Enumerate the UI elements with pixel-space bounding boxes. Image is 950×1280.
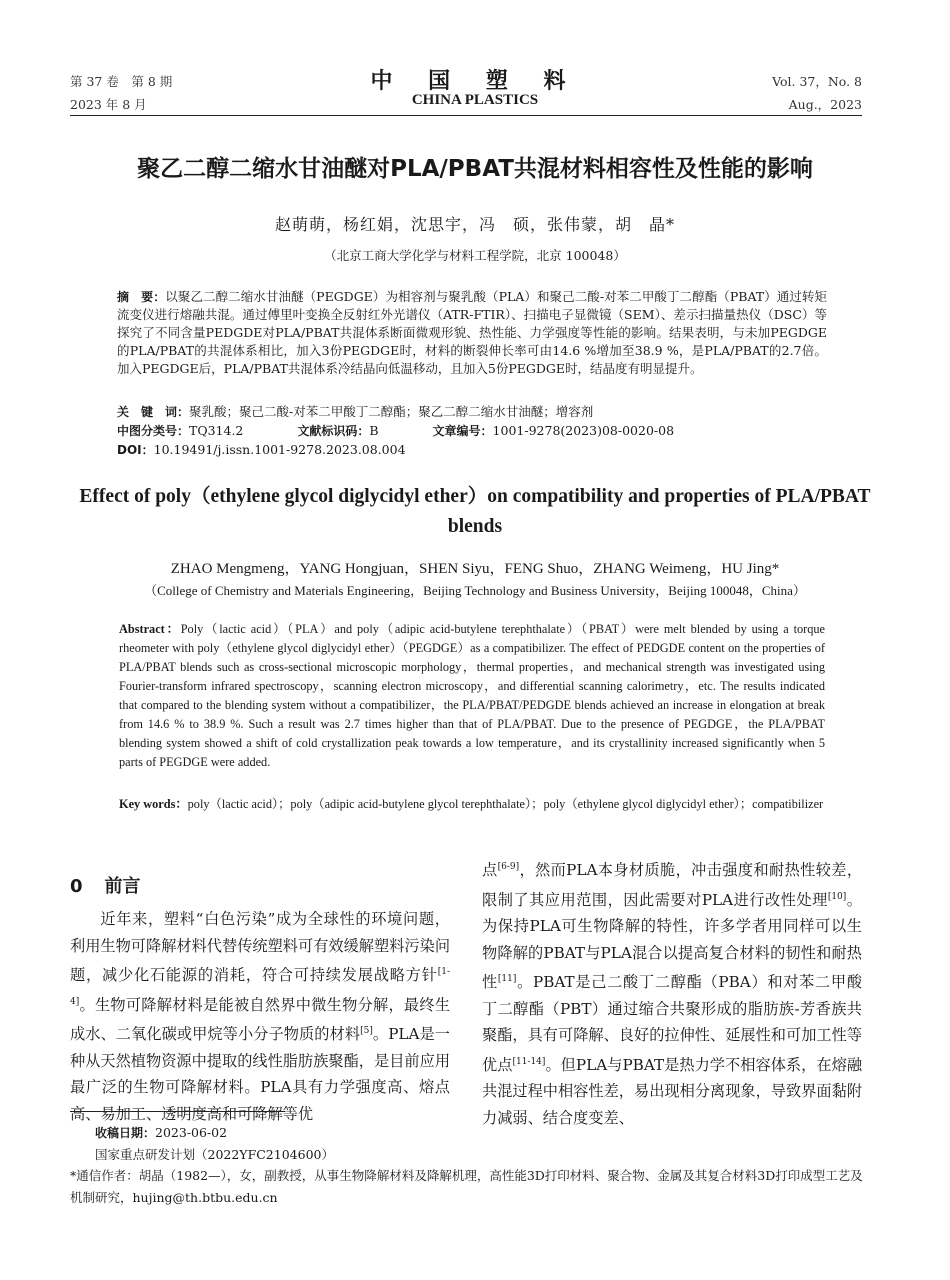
- classification-line: [117, 422, 827, 440]
- paragraph-intro: [70, 906, 450, 1127]
- citation-ref: [10]: [827, 891, 847, 902]
- paper-title-en: Effect of poly（ethylene glycol diglycidyl ether）on compatibility and properties of PLA/PBAT blends: [79, 486, 871, 537]
- citation-ref: [11-14]: [512, 1056, 546, 1067]
- doi-value: 10.19491/j.issn.1001-9278.2023.08.004: [153, 442, 406, 457]
- clc-value: TQ314.2: [189, 423, 244, 438]
- footnote-fund: 国家重点研发计划（2022YFC2104600）: [95, 1147, 334, 1162]
- footnote-received: [95, 1122, 865, 1144]
- keywords-en-label: Key words：: [119, 797, 188, 811]
- citation-ref: [5]: [360, 1026, 373, 1037]
- journal-title-en: CHINA PLASTICS: [411, 92, 539, 108]
- article-number-label: 文章编号：: [432, 424, 493, 438]
- intro-text-2: 。生物可降解材料是能被自然界中微生物分解，最终生成水、二氧化碳或甲烷等小分子物质的材料: [70, 995, 450, 1044]
- keywords-en-text: poly（lactic acid）；poly（adipic acid-butylene glycol terephthalate）；poly（ethylene glycol diglycidyl ether）；compatibilizer: [187, 797, 824, 811]
- footnote-corresponding: *通信作者：胡晶（1982—），女，副教授，从事生物降解材料及降解机理，高性能3D打印材料、聚合物、金属及其复合材料3D打印成型工艺及机制研究，hujing@th.btbu.edu.cn: [70, 1168, 863, 1205]
- received-label: 收稿日期：: [95, 1126, 156, 1140]
- affiliation-en: （College of Chemistry and Materials Engineering，Beijing Technology and Business University，Beijing 100048，China）: [144, 583, 806, 598]
- affiliation-cn: （北京工商大学化学与材料工程学院，北京 100048）: [324, 248, 626, 263]
- clc-label: 中图分类号：: [117, 424, 190, 438]
- article-number-value: 1001-9278(2023)08-0020-08: [492, 423, 675, 438]
- keywords-cn-text: 聚乳酸；聚己二酸-对苯二甲酸丁二醇酯；聚乙二醇二缩水甘油醚；增容剂: [189, 404, 594, 419]
- received-value: 2023-06-02: [155, 1125, 228, 1140]
- cont-text-a: 点: [482, 861, 498, 880]
- header-date-cn: 2023 年 8 月: [70, 97, 147, 112]
- footnote-rule: [70, 1111, 285, 1112]
- paragraph-continued: [482, 854, 862, 1131]
- header-rule: [70, 115, 862, 116]
- paper-title-cn: 聚乙二醇二缩水甘油醚对PLA/PBAT共混材料相容性及性能的影响: [137, 156, 813, 182]
- header-volume-en: Vol. 37，No. 8: [772, 74, 862, 89]
- cont-text-c: 。为保持PLA可生物降解的特性，许多学者用同样可以生物降解的PBAT与PLA混合以提高复合材料的韧性和耐热性: [482, 890, 862, 992]
- authors-en: ZHAO Mengmeng，YANG Hongjuan，SHEN Siyu，FENG Shuo，ZHANG Weimeng，HU Jing*: [170, 561, 780, 577]
- header-date-en: Aug.，2023: [788, 97, 862, 112]
- doc-code-label: 文献标识码：: [297, 424, 370, 438]
- abstract-cn: [117, 288, 827, 378]
- citation-ref: [11]: [497, 974, 517, 985]
- body-left-column: [70, 906, 450, 1127]
- header-volume-cn: 第 37 卷 第 8 期: [70, 74, 173, 89]
- abstract-en-text: Poly（lactic acid）（PLA）and poly（adipic acid-butylene terephthalate）（PBAT）were melt blended by using a torque rheometer with poly（ethylene glycol diglycidyl ether）（PEGDGE）as a compatibilizer. The effect of PEDGDE content on the properties of PLA/PBAT blends such as cross-sectional microscopic morphology，thermal properties，and mechanical strength was investigated using Fourier-transform infrared spectroscopy，scanning electron microscopy，and differential scanning calorimetry，etc. The results indicated that compared to the blending system without a compatibilizer，the PLA/PBAT/PEDGDE blends achieved an increase in elongation at break from 14.6 % to 38.9 %. Such a result was 2.7 times higher than that of PLA/PBAT. Due to the presence of PEGDGE，the PLA/PBAT blending system showed a shift of cold crystallization peak towards a low temperature，and its crystallinity increased significantly when 5 parts of PEGDGE were added.: [119, 622, 825, 769]
- abstract-en: [119, 620, 825, 772]
- citation-ref: [1-4]: [70, 967, 450, 1007]
- cont-text-e: 。但PLA与PBAT是热力学不相容体系，在熔融共混过程中相容性差，易出现相分离现象，导致界面黏附力减弱、结合度变差、: [482, 1055, 863, 1127]
- cont-text-b: ，然而PLA本身材质脆，冲击强度和耐热性较差，限制了其应用范围，因此需要对PLA进行改性处理: [482, 861, 863, 909]
- keywords-cn: [117, 403, 827, 421]
- intro-text-1: 近年来，塑料“白色污染”成为全球性的环境问题，利用生物可降解材料代替传统塑料可有效缓解塑料污染问题，减少化石能源的消耗，符合可持续发展战略方针: [70, 910, 450, 985]
- doi-label: DOI：: [117, 443, 154, 457]
- doc-code-value: B: [369, 423, 379, 438]
- body-right-column: [482, 854, 862, 1131]
- keywords-cn-label: 关 键 词：: [117, 405, 190, 419]
- abstract-cn-label: 摘 要：: [117, 290, 166, 304]
- doi-line: [117, 441, 827, 459]
- section-heading: [70, 872, 141, 898]
- keywords-en: [119, 795, 825, 814]
- abstract-en-label: Abstract：: [119, 622, 181, 636]
- authors-cn: 赵萌萌，杨红娟，沈思宇，冯 硕，张伟蒙，胡 晶*: [274, 215, 675, 234]
- section-number: 0: [70, 876, 83, 897]
- cont-text-d: 。PBAT是己二酸丁二醇酯（PBA）和对苯二甲酸丁二醇酯（PBT）通过缩合共聚形成的脂肪族-芳香族共聚酯，具有可降解、良好的拉伸性、延展性和可加工性等优点: [482, 973, 863, 1074]
- citation-ref: [6-9]: [497, 862, 520, 872]
- section-title: 前言: [104, 876, 141, 897]
- journal-title-cn: 中 国 塑 料: [370, 68, 580, 94]
- intro-text-3: 。PLA是一种从天然植物资源中提取的线性脂肪族聚酯，是目前应用最广泛的生物可降解材料。PLA具有力学强度高、熔点高、易加工、透明度高和可降解等优: [70, 1025, 450, 1123]
- abstract-cn-text: 以聚乙二醇二缩水甘油醚（PEGDGE）为相容剂与聚乳酸（PLA）和聚己二酸-对苯二甲酸丁二醇酯（PBAT）通过转矩流变仪进行熔融共混。通过傅里叶变换全反射红外光谱仪（ATR-FTIR）、扫描电子显微镜（SEM）、差示扫描量热仪（DSC）等探究了不同含量PEDGDE对PLA/PBAT共混体系断面微观形貌、热性能、力学强度等性能的影响。结果表明，与未加PEGDGE的PLA/PBAT的共混体系相比，加入3份PEGDGE时，材料的断裂伸长率可由14.6 %增加至38.9 %，是PLA/PBAT的2.7倍。加入PEGDGE后，PLA/PBAT共混体系冷结晶向低温移动，且加入5份PEGDGE时，结晶度有明显提升。: [117, 289, 827, 376]
